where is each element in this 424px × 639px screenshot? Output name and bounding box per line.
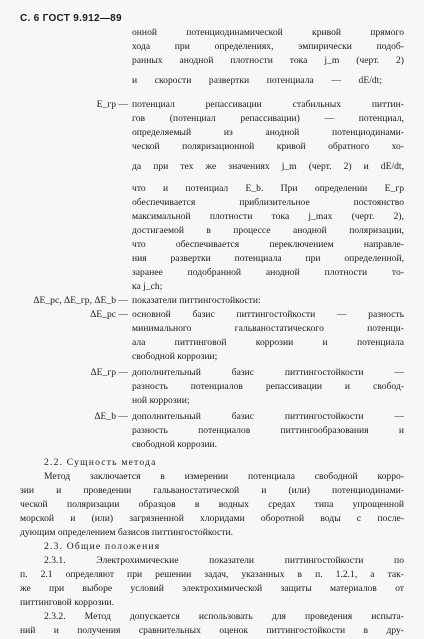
definition-line: ной коррозии; (132, 395, 190, 406)
definition-line: ния развертки потенциала при определенной, (132, 253, 404, 264)
paragraph-line: ний и получения сравнительных оценок питтингостойкости в дру- (20, 625, 404, 636)
paragraph-line: питтинговой коррозии. (20, 597, 115, 608)
definition-line: да при тех же значениях j_m (черт. 2) и dE/dt, (132, 161, 404, 172)
section-heading-2-2: 2.2. Сущность метода (44, 457, 157, 468)
definition-line: ка j_ch; (132, 281, 163, 292)
text-line: онной потенциодинамической кривой прямого (132, 27, 404, 38)
definition-line: свободной коррозии; (132, 351, 218, 362)
definition-line: разность потенциалов питтингообразования и (132, 425, 404, 436)
definition-line: что и потенциал E_b. При определении E_гр (132, 183, 404, 194)
term-delta-group: ΔE_pc, ΔE_гр, ΔE_b — (33, 295, 128, 306)
definition-line: обеспечивается приблизительное постоянство (132, 197, 404, 208)
section-heading-2-3: 2.3. Общие положения (44, 541, 161, 552)
definition-line: разность потенциалов репассивации и свобод- (132, 381, 404, 392)
paragraph-line: п. 2.1 определяют при решении задач, указанных в п. 1.2.1, а так- (20, 569, 404, 580)
text-line: и скорости развертки потенциала — dE/dt; (132, 75, 382, 86)
page-header: С. 6 ГОСТ 9.912—89 (20, 13, 122, 24)
text-line: хода при определениях, эмпирически подоб- (132, 41, 404, 52)
paragraph-line: дующим определением базисов питтингостойкости. (20, 527, 234, 538)
definition-line: достигаемой в процессе анодной поляризации, (132, 225, 404, 236)
text-line: ранных анодной плотности тока j_m (черт. 2) (132, 55, 404, 66)
paragraph-line: ческой поляризации образцов в водных средах типа упрощенной (20, 499, 404, 510)
term-delta-b: ΔE_b — (94, 411, 128, 422)
term-egr: E_гр — (96, 99, 128, 110)
definition-line: что обеспечивается переключением направле- (132, 239, 404, 250)
paragraph-line: Метод заключается в измерении потенциала свободной корро- (44, 471, 404, 482)
paragraph-line: морской и (или) загрязненной хлоридами оборотной воды с после- (20, 513, 404, 524)
definition-line: основной базис питтингостойкости — разность (132, 309, 404, 320)
definition-line: максимальной плотности тока j_max (черт. 2), (132, 211, 404, 222)
paragraph-line: зии и проведении гальваностатической и (или) потенциодинами- (20, 485, 404, 496)
definition-line: заранее подобранной анодной плотности то- (132, 267, 404, 278)
definition-line: показатели питтингостойкости: (132, 295, 261, 306)
paragraph-line: 2.3.1. Электрохимические показатели питтингостойкости по (44, 555, 404, 566)
definition-line: минимального гальваностатического потенци- (132, 323, 404, 334)
paragraph-line: 2.3.2. Метод допускается использовать для проведения испыта- (44, 611, 404, 622)
definition-line: потенциал репассивации стабильных питтин- (132, 99, 404, 110)
term-delta-pc: ΔE_pc — (90, 309, 128, 320)
definition-line: дополнительный базис питтингостойкости — (132, 367, 404, 378)
definition-line: дополнительный базис питтингостойкости — (132, 411, 404, 422)
paragraph-line: же при выборе условий электрохимической защиты материалов от (20, 583, 404, 594)
definition-line: ческой поляризационной кривой обратного хо- (132, 141, 404, 152)
definition-line: гов (потенциал репассивации) — потенциал, (132, 113, 404, 124)
definition-line: свободной коррозии. (132, 439, 218, 450)
definition-line: ала питтинговой коррозии и потенциала (132, 337, 404, 348)
term-delta-gr: ΔE_гр — (90, 367, 128, 378)
definition-line: определяемый из анодной потенциодинами- (132, 127, 404, 138)
